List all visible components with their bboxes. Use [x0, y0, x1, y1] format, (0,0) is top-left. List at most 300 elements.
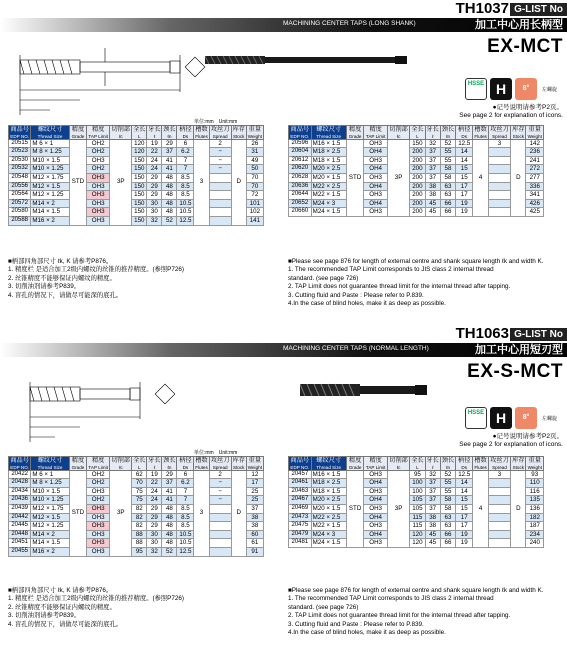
square-cell — [209, 504, 231, 513]
overall-length-cell: 105 — [410, 496, 425, 505]
overall-length-cell: 95 — [132, 547, 147, 556]
col-header-ls: 颈长 ℓn — [163, 126, 176, 139]
col-header-size: 螺纹尺寸 Thread Size — [311, 457, 346, 471]
edp-cell: 20596 — [289, 139, 312, 148]
col-header-flutes: 槽数 Flutes — [474, 457, 487, 470]
edp-cell: 20479 — [289, 530, 312, 539]
icon-reference: ●记号说明请参考P2页。 See page 2 for explanation of icons. — [459, 104, 563, 119]
square-cell — [488, 504, 510, 513]
tap-photo — [205, 49, 410, 71]
col-header-ls: 颈长 ℓn — [441, 126, 455, 139]
col-header-ls: 颈长 ℓn — [163, 457, 176, 470]
neck-length-cell: 29 — [162, 470, 177, 479]
thread-length-cell: 29 — [147, 522, 162, 531]
catalog-code: TH1063 — [455, 325, 509, 342]
shank-dia-cell: 8.5 — [177, 513, 194, 522]
square-cell — [488, 522, 510, 531]
neck-length-cell: 52 — [440, 470, 455, 479]
square-cell — [209, 547, 231, 556]
spec-table-left — [8, 456, 264, 557]
table-row — [9, 513, 264, 522]
stock-cell: D — [231, 470, 246, 556]
thread-length-cell: 19 — [147, 470, 162, 479]
neck-length-cell: 41 — [162, 487, 177, 496]
shank-dia-cell: 10.5 — [177, 530, 194, 539]
col-header-cf: 攻丝刀 Spread — [210, 457, 230, 470]
table-row — [9, 504, 264, 513]
overall-length-cell: 200 — [410, 208, 425, 217]
thread-size-cell: M10 × 1.25 — [31, 496, 69, 505]
table-row — [9, 182, 264, 191]
shank-dia-cell: 17 — [456, 182, 473, 191]
spec-table-left — [8, 125, 264, 226]
col-header-grade: 精度 Grade — [346, 126, 364, 140]
neck-length-cell: 52 — [162, 216, 177, 225]
neck-length-cell: 48 — [162, 504, 177, 513]
shank-dia-cell: 12.5 — [177, 547, 194, 556]
shank-dia-cell: 10.5 — [177, 208, 194, 217]
stock-cell: D — [511, 139, 526, 216]
neck-length-cell: 48 — [162, 208, 177, 217]
col-header-flutes: 槽数 Flutes — [474, 126, 487, 139]
overall-length-cell: 88 — [132, 539, 147, 548]
col-header-cf: 攻丝刀 Spread — [490, 457, 509, 470]
table-row — [289, 148, 544, 157]
tap-photo — [300, 379, 430, 401]
edp-cell: 20475 — [289, 522, 312, 531]
edp-cell: 20530 — [9, 156, 31, 165]
badge-group — [465, 78, 557, 100]
table-row — [289, 504, 544, 513]
col-header-grade: 精度 Grade — [69, 126, 86, 140]
neck-length-cell: 37 — [162, 148, 177, 157]
weight-cell: 110 — [526, 479, 544, 488]
thread-size-cell: M 6 × 1 — [31, 470, 69, 479]
thread-size-cell: M16 × 2 — [31, 547, 69, 556]
english-title: MACHINING CENTER TAPS (LONG SHANK) — [283, 20, 416, 27]
table-row — [289, 539, 544, 548]
weight-cell: 187 — [526, 522, 544, 531]
weight-cell: 102 — [246, 208, 263, 217]
neck-length-cell: 48 — [162, 182, 177, 191]
tap-limit-cell: OH3 — [87, 208, 110, 217]
shank-dia-cell: 19 — [456, 530, 473, 539]
thread-length-cell: 24 — [147, 487, 162, 496]
neck-length-cell: 48 — [162, 191, 177, 200]
col-header-L: 全长 L — [133, 457, 146, 470]
tap-limit-cell: OH2 — [87, 496, 110, 505]
chinese-title: 加工中心用短刃型 — [475, 344, 563, 356]
weight-cell: 341 — [526, 191, 544, 200]
thread-size-cell: M20 × 1.5 — [311, 173, 346, 182]
overall-length-cell: 150 — [132, 208, 147, 217]
table-row — [9, 199, 264, 208]
overall-length-cell: 150 — [132, 191, 147, 200]
overall-length-cell: 150 — [132, 182, 147, 191]
chamfer-cell: 3P — [110, 470, 132, 556]
thread-size-cell: M24 × 1.5 — [311, 539, 346, 548]
table-row — [289, 156, 544, 165]
thread-size-cell: M14 × 1.5 — [31, 208, 69, 217]
edp-cell: 20436 — [9, 496, 31, 505]
shank-dia-cell: 14 — [456, 479, 473, 488]
neck-length-cell: 52 — [162, 547, 177, 556]
square-cell: − — [209, 487, 231, 496]
left-helix-label: 左螺旋 — [542, 415, 558, 422]
table-row — [9, 173, 264, 182]
shank-dia-cell: 7 — [177, 496, 194, 505]
neck-length-cell: 58 — [440, 173, 455, 182]
stock-cell: D — [231, 139, 246, 225]
tap-limit-cell: OH4 — [364, 148, 387, 157]
tap-dimension-drawing — [10, 357, 210, 447]
col-header-wt: 重量 Weight — [527, 126, 542, 139]
col-header-wt: 重量 Weight — [247, 126, 262, 139]
thread-length-cell: 37 — [425, 173, 440, 182]
thread-length-cell: 37 — [425, 165, 440, 174]
edp-cell: 20515 — [9, 139, 31, 148]
table-row — [289, 208, 544, 217]
col-header-chamfer: 切削部 ℓc — [389, 126, 408, 139]
overall-length-cell: 150 — [132, 173, 147, 182]
overall-length-cell: 100 — [410, 487, 425, 496]
edp-cell: 20457 — [289, 470, 312, 479]
edp-cell: 20442 — [9, 513, 31, 522]
edp-cell: 20451 — [9, 539, 31, 548]
col-header-flutes: 槽数 Flutes — [195, 457, 208, 470]
thread-length-cell: 38 — [425, 513, 440, 522]
edp-cell: 20660 — [289, 208, 312, 217]
thread-size-cell: M14 × 2 — [31, 199, 69, 208]
flutes-cell: 4 — [473, 470, 488, 547]
col-header-d: 柄径 Ds — [177, 457, 194, 471]
tap-limit-cell: OH2 — [87, 470, 110, 479]
tap-limit-cell: OH3 — [87, 191, 110, 200]
shank-dia-cell: 17 — [456, 513, 473, 522]
neck-length-cell: 41 — [162, 496, 177, 505]
thread-size-cell: M10 × 1.5 — [31, 487, 69, 496]
glist-label: G-LIST No — [510, 328, 567, 341]
overall-length-cell: 200 — [410, 148, 425, 157]
col-header-lt: 牙长 ℓ — [148, 457, 161, 470]
thread-size-cell: M18 × 2.5 — [311, 479, 346, 488]
thread-size-cell: M 8 × 1.25 — [31, 479, 69, 488]
col-header-lt: 牙长 ℓ — [426, 457, 439, 470]
shank-dia-cell: 17 — [456, 522, 473, 531]
thread-length-cell: 37 — [425, 148, 440, 157]
chamfer-cell: 3P — [387, 470, 409, 547]
col-header-ls: 颈长 ℓn — [441, 457, 455, 470]
catalog-code: TH1037 — [455, 0, 509, 17]
col-header-st: 库存 Stock — [512, 457, 525, 470]
col-header-wt: 重量 Weight — [247, 457, 262, 470]
thread-length-cell: 38 — [425, 191, 440, 200]
square-cell — [209, 530, 231, 539]
edp-cell: 20548 — [9, 173, 31, 182]
tap-limit-cell: OH3 — [87, 513, 110, 522]
neck-length-cell: 63 — [440, 182, 455, 191]
square-cell — [209, 513, 231, 522]
thread-length-cell: 29 — [147, 191, 162, 200]
thread-size-cell: M12 × 1.75 — [31, 504, 69, 513]
weight-cell: 236 — [526, 148, 544, 157]
chamfer-cell: 3P — [110, 139, 132, 225]
overall-length-cell: 200 — [410, 182, 425, 191]
shank-dia-cell: 8.5 — [177, 522, 194, 531]
shank-dia-cell: 15 — [456, 173, 473, 182]
weight-cell: 136 — [526, 504, 544, 513]
shank-dia-cell: 19 — [456, 199, 473, 208]
grade-cell: STD — [346, 470, 364, 547]
h-coating-icon: H — [490, 407, 512, 429]
square-cell: − — [209, 496, 231, 505]
table-row — [9, 156, 264, 165]
thread-size-cell: M12 × 1.5 — [31, 182, 69, 191]
shank-dia-cell: 8.5 — [177, 191, 194, 200]
weight-cell: 91 — [246, 547, 263, 556]
square-cell — [209, 173, 231, 182]
shank-dia-cell: 14 — [456, 156, 473, 165]
thread-length-cell: 24 — [147, 165, 162, 174]
square-cell — [488, 513, 510, 522]
weight-cell: 37 — [246, 504, 263, 513]
header-bar — [0, 343, 567, 357]
thread-size-cell: M16 × 2 — [31, 216, 69, 225]
overall-length-cell: 200 — [410, 191, 425, 200]
english-title: MACHINING CENTER TAPS (NORMAL LENGTH) — [283, 345, 429, 352]
neck-length-cell: 58 — [440, 165, 455, 174]
model-name: EX-MCT — [487, 36, 563, 57]
square-cell — [488, 148, 510, 157]
square-cell — [209, 522, 231, 531]
weight-cell: 70 — [246, 173, 263, 182]
table-row — [289, 522, 544, 531]
square-cell: − — [209, 165, 231, 174]
thread-size-cell: M20 × 2.5 — [311, 165, 346, 174]
shank-dia-cell: 10.5 — [177, 199, 194, 208]
tap-limit-cell: OH3 — [364, 208, 387, 217]
thread-length-cell: 45 — [425, 208, 440, 217]
thread-size-cell: M22 × 1.5 — [311, 191, 346, 200]
edp-cell: 20604 — [289, 148, 312, 157]
stock-cell: D — [511, 470, 526, 547]
thread-length-cell: 22 — [147, 479, 162, 488]
spec-table-right — [288, 125, 544, 217]
edp-cell: 20445 — [9, 522, 31, 531]
square-cell — [488, 496, 510, 505]
spec-table-right — [288, 456, 544, 548]
table-row — [289, 182, 544, 191]
shank-dia-cell: 7 — [177, 165, 194, 174]
unit-label: 单位:mm Unit:mm — [194, 119, 238, 125]
overall-length-cell: 105 — [410, 504, 425, 513]
notes-chinese: ■柄部四角部尺寸 ℓk, K 请参考P876。 1. 精度栏 是适合加工2级内螺纹的丝锥的推荐精度。(参照P726) 2. 丝锥精度不能够保证内螺纹的精度。 3. 切削油剂请参考P839。 4. 盲孔的情况下，请做尽可能深的底孔。 — [8, 258, 184, 299]
overall-length-cell: 75 — [132, 496, 147, 505]
tap-limit-cell: OH3 — [364, 156, 387, 165]
square-cell — [488, 182, 510, 191]
weight-cell: 426 — [526, 199, 544, 208]
neck-length-cell: 63 — [440, 513, 455, 522]
weight-cell: 234 — [526, 530, 544, 539]
grade-cell: STD — [69, 470, 86, 556]
col-header-limit: 精度 TAP Limit — [365, 126, 386, 139]
glist-label: G-LIST No — [510, 3, 567, 16]
overall-length-cell: 115 — [410, 522, 425, 531]
edp-cell: 20455 — [9, 547, 31, 556]
tap-limit-cell: OH2 — [87, 479, 110, 488]
edp-cell: 20461 — [289, 479, 312, 488]
thread-size-cell: M24 × 3 — [311, 199, 346, 208]
weight-cell: 38 — [246, 513, 263, 522]
shank-dia-cell: 10.5 — [177, 539, 194, 548]
edp-cell: 20422 — [9, 470, 31, 479]
edp-cell: 20469 — [289, 504, 312, 513]
edp-cell: 20580 — [9, 208, 31, 217]
tap-limit-cell: OH3 — [364, 173, 387, 182]
overall-length-cell: 82 — [132, 504, 147, 513]
thread-size-cell: M12 × 1.5 — [31, 513, 69, 522]
chinese-title: 加工中心用长柄型 — [475, 19, 563, 31]
square-cell: − — [209, 479, 231, 488]
thread-length-cell: 29 — [147, 504, 162, 513]
col-header-flutes: 槽数 Flutes — [195, 126, 208, 139]
table-row — [289, 513, 544, 522]
tap-limit-cell: OH3 — [364, 139, 387, 148]
thread-length-cell: 29 — [147, 173, 162, 182]
overall-length-cell: 150 — [132, 165, 147, 174]
model-name: EX-S-MCT — [467, 361, 563, 382]
overall-length-cell: 150 — [132, 216, 147, 225]
col-header-d: 柄径 Ds — [177, 126, 194, 140]
overall-length-cell: 200 — [410, 199, 425, 208]
neck-length-cell: 55 — [440, 487, 455, 496]
col-header-edp: 商品号 EDP NO. — [10, 126, 30, 139]
thread-size-cell: M10 × 1.5 — [31, 156, 69, 165]
shank-dia-cell: 7 — [177, 156, 194, 165]
overall-length-cell: 200 — [410, 156, 425, 165]
square-cell — [488, 479, 510, 488]
thread-length-cell: 32 — [425, 139, 440, 148]
edp-cell: 20644 — [289, 191, 312, 200]
table-row — [289, 530, 544, 539]
shank-dia-cell: 6 — [177, 470, 194, 479]
neck-length-cell: 55 — [440, 148, 455, 157]
helix-angle-icon: 8° — [515, 78, 537, 100]
shank-dia-cell: 15 — [456, 496, 473, 505]
shank-dia-cell: 8.5 — [177, 173, 194, 182]
square-cell — [488, 165, 510, 174]
thread-size-cell: M20 × 1.5 — [311, 504, 346, 513]
table-row — [289, 487, 544, 496]
col-header-chamfer: 切削部 ℓc — [111, 457, 131, 470]
table-row — [9, 139, 264, 148]
table-row — [289, 139, 544, 148]
table-row — [9, 191, 264, 200]
col-header-size: 螺纹尺寸 Thread Size — [311, 126, 346, 140]
overall-length-cell: 82 — [132, 513, 147, 522]
overall-length-cell: 150 — [132, 199, 147, 208]
col-header-size: 螺纹尺寸 Thread Size — [31, 126, 69, 140]
neck-length-cell: 41 — [162, 156, 177, 165]
weight-cell: 141 — [246, 216, 263, 225]
neck-length-cell: 41 — [162, 165, 177, 174]
tap-limit-cell: OH3 — [364, 191, 387, 200]
shank-dia-cell: 12.5 — [456, 139, 473, 148]
square-cell — [488, 530, 510, 539]
table-row — [9, 539, 264, 548]
table-row — [9, 547, 264, 556]
shank-dia-cell: 15 — [456, 165, 473, 174]
col-header-st: 库存 Stock — [232, 457, 245, 470]
thread-length-cell: 37 — [425, 504, 440, 513]
table-row — [289, 479, 544, 488]
col-header-chamfer: 切削部 ℓc — [389, 457, 408, 470]
thread-size-cell: M16 × 1.5 — [311, 139, 346, 148]
weight-cell: 135 — [526, 496, 544, 505]
edp-cell: 20572 — [9, 199, 31, 208]
col-header-L: 全长 L — [411, 126, 424, 139]
square-cell — [488, 208, 510, 217]
thread-length-cell: 38 — [425, 182, 440, 191]
neck-length-cell: 48 — [162, 539, 177, 548]
col-header-d: 柄径 Ds — [456, 126, 473, 140]
tap-limit-cell: OH3 — [87, 173, 110, 182]
edp-cell: 20588 — [9, 216, 31, 225]
tap-dimension-drawing — [10, 30, 210, 120]
neck-length-cell: 48 — [162, 513, 177, 522]
thread-size-cell: M24 × 3 — [311, 530, 346, 539]
table-row — [289, 470, 544, 479]
table-row — [9, 530, 264, 539]
col-header-L: 全长 L — [133, 126, 146, 139]
col-header-grade: 精度 Grade — [69, 457, 86, 471]
h-coating-icon: H — [490, 78, 512, 100]
weight-cell: 49 — [246, 156, 263, 165]
edp-cell: 20636 — [289, 182, 312, 191]
table-row — [289, 191, 544, 200]
square-cell — [488, 173, 510, 182]
thread-length-cell: 30 — [147, 530, 162, 539]
neck-length-cell: 55 — [440, 479, 455, 488]
square-cell — [209, 182, 231, 191]
col-header-lt: 牙长 ℓ — [148, 126, 161, 139]
edp-cell: 20628 — [289, 173, 312, 182]
weight-cell: 101 — [246, 199, 263, 208]
overall-length-cell: 82 — [132, 522, 147, 531]
table-row — [9, 496, 264, 505]
thread-length-cell: 29 — [147, 513, 162, 522]
col-header-d: 柄径 Ds — [456, 457, 473, 471]
table-row — [9, 208, 264, 217]
shank-dia-cell: 19 — [456, 539, 473, 548]
tap-limit-cell: OH2 — [87, 139, 110, 148]
square-cell — [209, 539, 231, 548]
shank-dia-cell: 17 — [456, 191, 473, 200]
overall-length-cell: 75 — [132, 487, 147, 496]
col-header-limit: 精度 TAP Limit — [88, 457, 108, 470]
weight-cell: 142 — [526, 139, 544, 148]
shank-dia-cell: 15 — [456, 504, 473, 513]
overall-length-cell: 95 — [410, 470, 425, 479]
square-cell — [488, 191, 510, 200]
col-header-cf: 攻丝刀 Spread — [490, 126, 509, 139]
col-header-wt: 重量 Weight — [527, 457, 542, 470]
thread-length-cell: 22 — [147, 148, 162, 157]
icon-reference: ●记号说明请参考P2页。 See page 2 for explanation of icons. — [459, 433, 563, 448]
thread-size-cell: M14 × 2 — [31, 530, 69, 539]
grade-cell: STD — [346, 139, 364, 216]
edp-cell: 20428 — [9, 479, 31, 488]
